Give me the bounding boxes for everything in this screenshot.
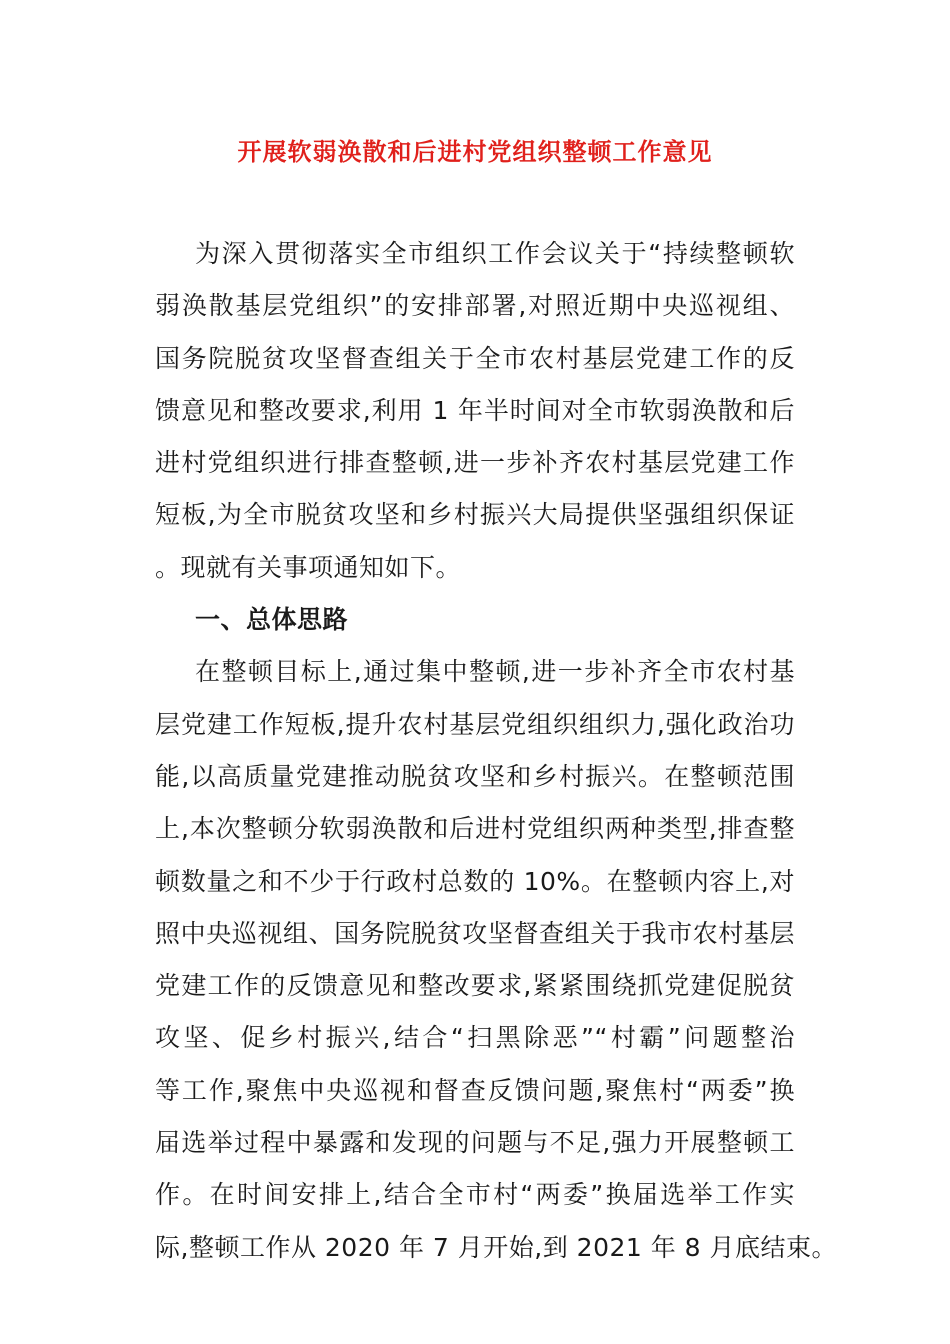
paragraph-line: 在整顿目标上,通过集中整顿,进一步补齐全市农村基 <box>195 657 795 687</box>
paragraph-line: 短板,为全市脱贫攻坚和乡村振兴大局提供坚强组织保证 <box>155 500 795 530</box>
document-body <box>155 228 838 1274</box>
paragraph-line: 。现就有关事项通知如下。 <box>155 552 462 582</box>
paragraph-line: 攻坚、促乡村振兴,结合“扫黑除恶”“村霸”问题整治 <box>155 1023 795 1053</box>
paragraph-line: 党建工作的反馈意见和整改要求,紧紧围绕抓党建促脱贫 <box>155 971 795 1001</box>
paragraph-line: 届选举过程中暴露和发现的问题与不足,强力开展整顿工 <box>155 1128 795 1158</box>
paragraph-line: 国务院脱贫攻坚督查组关于全市农村基层党建工作的反 <box>155 343 795 373</box>
paragraph-line: 能,以高质量党建推动脱贫攻坚和乡村振兴。在整顿范围 <box>155 761 795 791</box>
section-heading: 一、总体思路 <box>195 605 349 635</box>
paragraph-line: 弱涣散基层党组织”的安排部署,对照近期中央巡视组、 <box>155 291 795 321</box>
paragraph-line: 照中央巡视组、国务院脱贫攻坚督查组关于我市农村基层 <box>155 918 795 948</box>
paragraph-line: 作。在时间安排上,结合全市村“两委”换届选举工作实 <box>155 1180 795 1210</box>
paragraph-line: 为深入贯彻落实全市组织工作会议关于“持续整顿软 <box>195 239 795 268</box>
paragraph-line: 上,本次整顿分软弱涣散和后进村党组织两种类型,排查整 <box>155 814 795 844</box>
paragraph-line: 层党建工作短板,提升农村基层党组织组织力,强化政治功 <box>155 709 795 739</box>
paragraph-line: 馈意见和整改要求,利用 1 年半时间对全市软弱涣散和后 <box>155 395 795 425</box>
paragraph-line: 进村党组织进行排查整顿,进一步补齐农村基层党建工作 <box>155 448 795 478</box>
paragraph-line: 际,整顿工作从 2020 年 7 月开始,到 2021 年 8 月底结束。 <box>155 1232 838 1262</box>
paragraph-line: 顿数量之和不少于行政村总数的 10%。在整顿内容上,对 <box>155 866 795 896</box>
paragraph-line: 等工作,聚焦中央巡视和督查反馈问题,聚焦村“两委”换 <box>155 1075 795 1105</box>
document-title: 开展软弱涣散和后进村党组织整顿工作意见 <box>237 138 713 166</box>
